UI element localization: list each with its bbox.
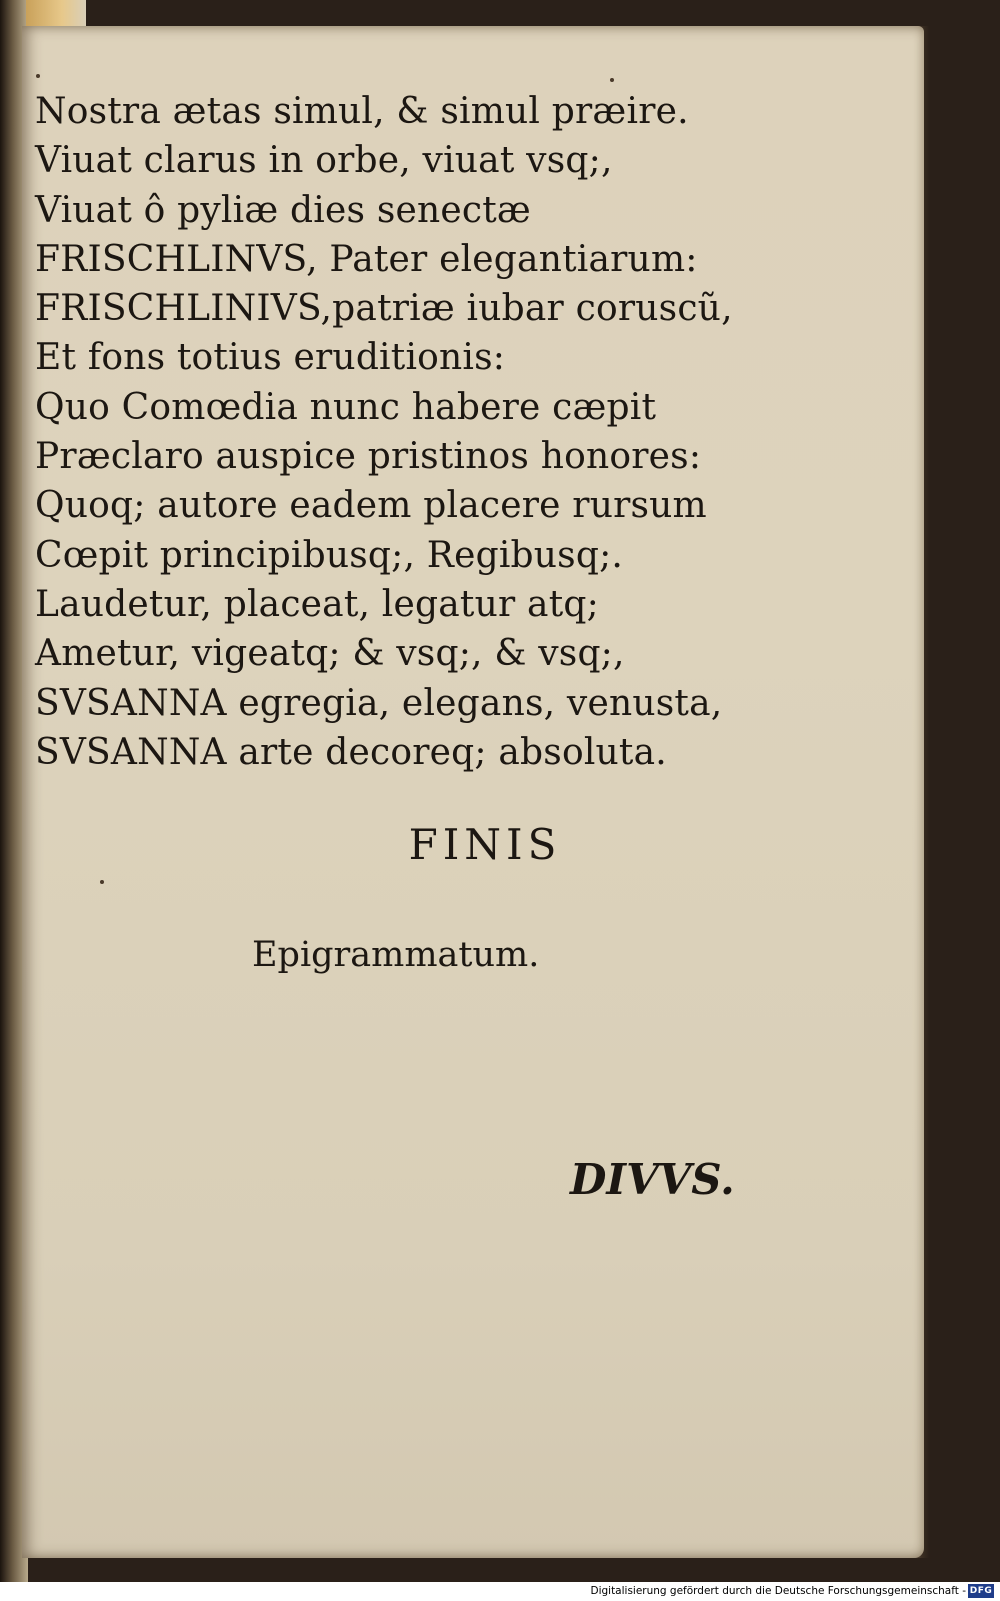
verse-line: Viuat ô pyliæ dies senectæ (35, 189, 531, 231)
verse-line: Cœpit principibusq;, Regibusq;. (35, 534, 624, 576)
verse-line: Viuat clarus in orbe, viuat vsq;, (35, 140, 613, 182)
verse-line: Quoq; autore eadem placere rursum (35, 485, 707, 527)
verse-line: SVSANNA arte decoreq; absoluta. (35, 731, 667, 773)
verse-line: Quo Comœdia nunc habere cæpit (35, 386, 657, 428)
verse-line: FRISCHLINIVS,patriæ iubar coruscũ, (35, 288, 733, 330)
ink-speck (610, 78, 614, 82)
catchword: DIVVS. (570, 1155, 735, 1204)
epigram-subheading: Epigrammatum. (252, 935, 540, 975)
ink-speck (36, 74, 40, 78)
digitization-credit: Digitalisierung gefördert durch die Deutsche Forschungsgemeinschaft - (590, 1585, 966, 1597)
ink-speck (100, 880, 104, 884)
verse-line: SVSANNA egregia, elegans, venusta, (35, 682, 723, 724)
finis-heading: FINIS (408, 820, 562, 869)
verse-block (35, 87, 755, 777)
verse-line: Nostra ætas simul, & simul præire. (35, 91, 689, 132)
verse-line: Ametur, vigeatq; & vsq;, & vsq;, (35, 633, 625, 675)
verse-line: Laudetur, placeat, legatur atq; (35, 583, 599, 625)
verse-line: Et fons totius eruditionis: (35, 337, 506, 379)
verse-line: FRISCHLINVS, Pater elegantiarum: (35, 238, 698, 280)
dfg-logo-icon: DFG (969, 1586, 993, 1596)
verse-line: Præclaro auspice pristinos honores: (35, 436, 702, 478)
